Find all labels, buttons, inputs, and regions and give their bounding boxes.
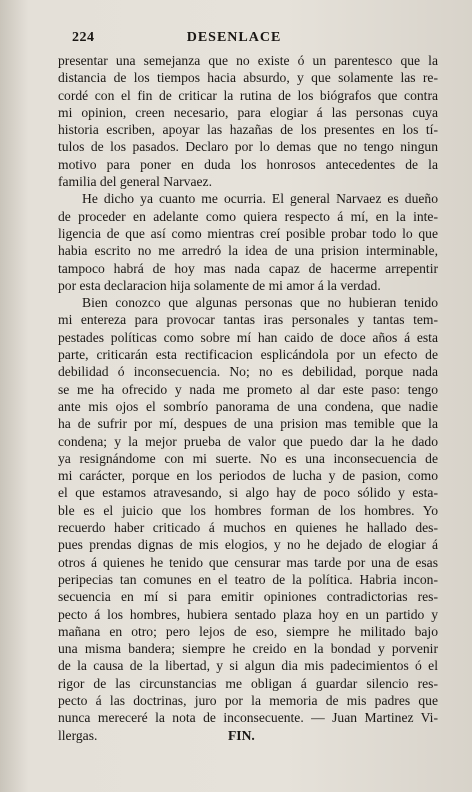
- text-line: pues prendas dignas de mis elogios, y no he dejado de elogiar á: [58, 537, 438, 553]
- running-head: DESENLACE: [186, 30, 282, 45]
- text-line: se me ha ofrecido y nada me prometo al dar este paso: tengo: [58, 381, 438, 397]
- text-line: cordé con el fin de criticar la rutina de los biógrafos que contra: [58, 87, 438, 103]
- page-number: 224: [72, 30, 95, 45]
- body-text: [58, 52, 438, 744]
- text-line: ble es el juicio que los hombres forman de los hombres. Yo: [58, 502, 438, 518]
- text-line: peripecias tan comunes en el teatro de la política. Habria incon-: [58, 571, 438, 587]
- text-line: secuencia en mí si para emitir opiniones contradictorias res-: [58, 589, 438, 605]
- text-line: nunca mereceré la nota de inconsecuente. — Juan Martinez Vi-: [58, 710, 438, 726]
- text-line: mañana en otro; pero lejos de eso, siempre he militado bajo: [58, 623, 438, 639]
- paragraph: [58, 190, 438, 294]
- text-line: distancia de los tiempos hacia absurdo, y que solamente las re-: [58, 70, 438, 86]
- text-line: rigor de las circunstancias me obligan á guardar silencio res-: [58, 675, 438, 691]
- text-line: ligencia de que así como mientras creí posible probar todo lo que: [58, 225, 438, 241]
- text-line: mi carácter, porque en los periodos de lucha y de pasion, como: [58, 468, 438, 484]
- text-line: el que estamos atravesando, si algo hay de poco sólido y esta-: [58, 485, 438, 501]
- signoff-line: [58, 727, 438, 744]
- text-line: pecto á las doctrinas, juro por la memoria de mis padres que: [58, 692, 438, 708]
- text-line: una misma bandera; siempre he creido en la bondad y porvenir: [58, 641, 438, 657]
- text-line: motivo para poner en duda los honrosos antecedentes de la: [58, 156, 438, 172]
- text-line: condena; y la mejor prueba de valor que puedo dar la he dado: [58, 433, 438, 449]
- text-line: parte, criticarán esta rectificacion esplicándola por un efecto de: [58, 347, 438, 363]
- text-line: historia escriben, apoyar las hazañas de los presentes en los tí-: [58, 122, 438, 138]
- text-line: ya resignándome con mi suerte. No es una inconsecuencia de: [58, 450, 438, 466]
- text-line: ha de sufrir por mí, despues de una prision mas temible que la: [58, 416, 438, 432]
- text-line: por esta declaracion hija solamente de mi amor á la verdad.: [58, 277, 381, 293]
- text-line: de la causa de la libertad, y si algun dia mis padecimientos ó el: [58, 658, 438, 674]
- text-line: tampoco habrá de hoy mas nada capaz de hacerme arrepentir: [58, 260, 438, 276]
- text-line: habia escrito no me arredró la idea de una prision interminable,: [58, 243, 438, 259]
- text-line: ante mis ojos el sombrío panorama de una condena, que nadie: [58, 398, 438, 414]
- text-line: recuerdo haber criticado á muchos en quienes he hallado des-: [58, 520, 438, 536]
- text-line: pecto á los hombres, hubiera sentado plaza hoy en un partido y: [58, 606, 438, 622]
- text-line: presentar una semejanza que no existe ó un parentesco que la: [58, 53, 438, 68]
- page-header: [58, 30, 410, 50]
- text-line: de proceder en adelante como quiera respecto á mí, en la inte-: [58, 208, 438, 224]
- text-line: He dicho ya cuanto me ocurria. El general Narvaez es dueño: [82, 191, 438, 207]
- text-line: mi entereza para provocar tantas iras personales y tantas tem-: [58, 312, 438, 328]
- text-line: familia del general Narvaez.: [58, 174, 212, 190]
- text-line: debilidad ó inconsecuencia. No; no es debilidad, porque nada: [58, 364, 438, 380]
- fin-marker: FIN.: [228, 727, 255, 743]
- text-line: Bien conozco que algunas personas que no hubieran tenido: [82, 295, 438, 311]
- paragraph: [58, 52, 438, 190]
- text-line: otros á quienes he tenido que censurar mas tarde por una de esas: [58, 554, 438, 570]
- paragraph-list: [58, 52, 438, 727]
- paragraph: [58, 294, 438, 726]
- text-line: mi opinion, creen necesario, para elogiar á las personas cuya: [58, 104, 438, 120]
- signoff-word: llergas.: [58, 727, 98, 743]
- text-line: pestades políticas como sobre mí han caido de doce años á esta: [58, 329, 438, 345]
- text-line: tulos de los pasados. Declaro por lo demas que no tengo ningun: [58, 139, 438, 155]
